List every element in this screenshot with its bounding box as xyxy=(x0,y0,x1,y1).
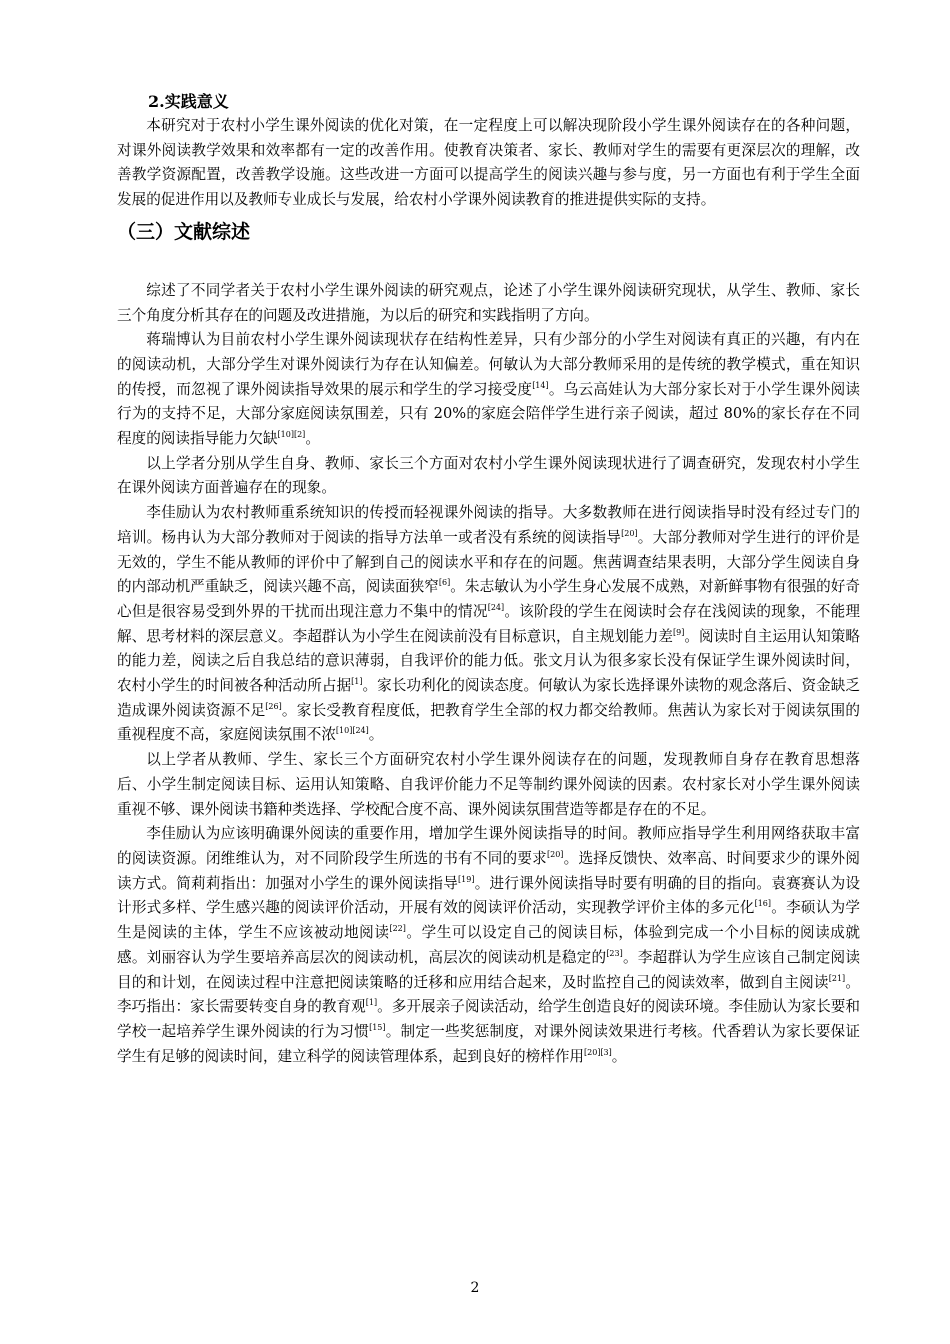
citation-superscript: [21] xyxy=(828,973,846,983)
paragraph-text: 以上学者从教师、学生、家长三个方面研究农村小学生课外阅读存在的问题，发现教师自身存在教育思想落后、小学生制定阅读目标、运用认知策略、自我评价能力不足等制约课外阅读的因素。农村家长对小学生课外阅读重视不够、课外阅读书籍种类选择、学校配合度不高、课外阅读氛围营造等都是存在的不足。 xyxy=(117,751,860,818)
citation-superscript: [20] xyxy=(547,850,564,860)
paragraph-text: 。 xyxy=(611,1047,627,1065)
citation-superscript: [24] xyxy=(487,603,505,613)
literature-review-body xyxy=(117,279,860,1070)
paragraph-text: 。家长受教育程度低，把教育学生全部的权力都交给教师。焦茜认为家长对于阅读氛围的重视程度不高，家庭阅读氛围不浓 xyxy=(117,701,860,744)
citation-superscript: [20] xyxy=(621,528,638,538)
paragraph-text: 。学生可以设定自己的阅读目标，体验到完成一个小目标的阅读成就感。刘丽容认为学生要培养高层次的阅读动机，高层次的阅读动机是稳定的 xyxy=(117,924,860,966)
citation-superscript: [1] xyxy=(365,998,378,1008)
body-paragraph xyxy=(117,501,860,748)
paragraph-text: 。选择反馈快、效率高、时间要求少的课外阅读方式。简莉莉指出：加强对小学生的课外阅读指导 xyxy=(117,849,860,892)
citation-superscript: [15] xyxy=(369,1023,386,1033)
citation-superscript: [9] xyxy=(673,627,685,637)
citation-superscript: [23] xyxy=(606,948,623,958)
paragraph-text: 。该阶段的学生在阅读时会存在浅阅读的现象，不能理解、思考材料的深层意义。李超群认为小学生在阅读前没有目标意识，自主规划能力差 xyxy=(117,602,860,645)
citation-superscript: [10][24] xyxy=(335,726,369,736)
paragraph-text: 。多开展亲子阅读活动，给学生创造良好的阅读环境。李佳励认为家长要和学校一起培养学生课外阅读的行为习惯 xyxy=(117,998,860,1040)
paragraph-text: 。乌云高娃认为大部分家长对于小学生课外阅读行为的支持不足，大部分家庭阅读氛围差，只有 20%的家庭会陪伴学生进行亲子阅读，超过 80%的家长存在不同程度的阅读指导能力欠缺 xyxy=(117,380,860,448)
citation-superscript: [14] xyxy=(532,380,549,390)
citation-superscript: [10][2] xyxy=(277,430,306,440)
paragraph-text: 。家长功利化的阅读态度。何敏认为家长选择课外读物的观念落后、资金缺乏造成课外阅读资源不足 xyxy=(117,677,860,719)
citation-superscript: [20][3] xyxy=(584,1047,612,1057)
paragraph-text: 。 xyxy=(368,726,384,744)
paragraph-text: 。李超群认为学生应该自己制定阅读目的和计划，在阅读过程中注意把阅读策略的迁移和应用结合起来，及时监控自己的阅读效率，做到自主阅读 xyxy=(117,948,860,991)
body-paragraph xyxy=(117,279,860,328)
body-paragraph xyxy=(117,114,860,213)
body-paragraph xyxy=(117,328,860,452)
paragraph-text: 李佳励认为应该明确课外阅读的重要作用，增加学生课外阅读指导的时间。教师应指导学生利用网络获取丰富的阅读资源。闭维维认为，对不同阶段学生所选的书有不同的要求 xyxy=(117,825,860,867)
paragraph-text: 蒋瑞博认为目前农村小学生课外阅读现状存在结构性差异，只有少部分的小学生对阅读有真正的兴趣，有内在的阅读动机，大部分学生对课外阅读行为存在认知偏差。何敏认为大部分教师采用的是传统的教学模式，重在知识的传授，而忽视了课外阅读指导效果的展示和学生的学习接受度 xyxy=(117,331,860,398)
page-content xyxy=(117,90,860,1069)
paragraph-text: 。 xyxy=(305,430,320,448)
paragraph-text: 。大部分教师对学生进行的评价是无效的，学生不能从教师的评价中了解到自己的阅读水平和存在的问题。焦茜调查结果表明，大部分学生阅读自身的内部动机严重缺乏，阅读兴趣不高，阅读面狭窄 xyxy=(117,528,860,596)
paragraph-text: 本研究对于农村小学生课外阅读的优化对策，在一定程度上可以解决现阶段小学生课外阅读存在的各种问题，对课外阅读教学效果和效率都有一定的改善作用。使教育决策者、家长、教师对学生的需要有更深层次的理解，改善教学资源配置，改善教学设施。这些改进一方面可以提高学生的阅读兴趣与参与度，另一方面也有利于学生全面发展的促进作用以及教师专业成长与发展，给农村小学课外阅读教育的推进提供实际的支持。 xyxy=(117,117,860,209)
citation-superscript: [6] xyxy=(438,578,451,588)
body-paragraph xyxy=(117,822,860,1069)
paragraph-text: 。李巧指出：家长需要转变自身的教育观 xyxy=(117,973,860,1016)
citation-superscript: [26] xyxy=(265,701,282,711)
practical-significance-body xyxy=(117,114,860,213)
paragraph-text: 。阅读时自主运用认知策略的能力差，阅读之后自我总结的意识薄弱，自我评价的能力低。张文月认为很多家长没有保证学生课外阅读时间，农村小学生的时间被各种活动所占据 xyxy=(117,627,860,695)
subheading: 2.实践意义 xyxy=(148,92,229,111)
citation-superscript: [19] xyxy=(458,874,475,884)
paragraph-text: 。制定一些奖惩制度，对课外阅读效果进行考核。代香碧认为家长要保证学生有足够的阅读时间，建立科学的阅读管理体系，起到良好的榜样作用 xyxy=(117,1022,860,1065)
paragraph-text: 。李硕认为学生是阅读的主体，学生不应该被动地阅读 xyxy=(117,899,860,942)
body-paragraph xyxy=(117,452,860,501)
page-number: 2 xyxy=(470,1280,480,1296)
paragraph-text: 李佳励认为农村教师重系统知识的传授而轻视课外阅读的指导。大多数教师在进行阅读指导时没有经过专门的培训。杨冉认为大部分教师对于阅读的指导方法单一或者没有系统的阅读指导 xyxy=(117,504,860,546)
paragraph-text: 。进行课外阅读指导时要有明确的目的指向。袁赛赛认为设计形式多样、学生感兴趣的阅读评价活动，开展有效的阅读评价活动，实现教学评价主体的多元化 xyxy=(117,874,860,917)
section-heading: （三）文献综述 xyxy=(117,220,251,243)
citation-superscript: [1] xyxy=(351,677,363,687)
paragraph-text: 以上学者分别从学生自身、教师、家长三个方面对农村小学生课外阅读现状进行了调查研究，发现农村小学生在课外阅读方面普遍存在的现象。 xyxy=(117,454,860,497)
citation-superscript: [16] xyxy=(754,899,772,909)
citation-superscript: [22] xyxy=(389,924,406,934)
paragraph-text: 综述了不同学者关于农村小学生课外阅读的研究观点，论述了小学生课外阅读研究现状，从学生、教师、家长三个角度分析其存在的问题及改进措施，为以后的研究和实践指明了方向。 xyxy=(117,281,860,324)
body-paragraph xyxy=(117,748,860,822)
paragraph-text: 。朱志敏认为小学生身心发展不成熟，对新鲜事物有很强的好奇心但是很容易受到外界的干扰而出现注意力不集中的情况 xyxy=(117,578,860,620)
